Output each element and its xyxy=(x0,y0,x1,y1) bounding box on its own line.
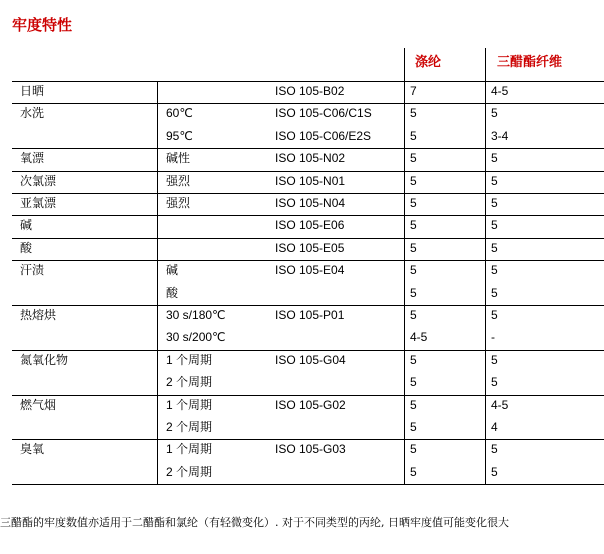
row-value-triacetate: 5 xyxy=(491,106,498,121)
row-value-triacetate: 5 xyxy=(491,173,498,188)
row-property-name: 氮氧化物 xyxy=(20,352,69,367)
row-condition: 2 个周期 xyxy=(166,420,213,434)
table-row xyxy=(0,327,604,349)
row-value-polyester: 5 xyxy=(410,397,417,412)
row-iso-standard: ISO 105-E04 xyxy=(275,263,345,278)
table-rule xyxy=(12,484,604,485)
row-condition: 碱 xyxy=(166,263,179,278)
row-condition: 30 s/200℃ xyxy=(166,330,226,345)
table-rule xyxy=(12,193,604,194)
row-property-name: 臭氧 xyxy=(20,442,45,457)
row-condition: 2 个周期 xyxy=(166,464,213,479)
table-row xyxy=(0,193,604,215)
row-value-polyester: 5 xyxy=(410,263,417,278)
table-rule xyxy=(12,260,604,261)
row-value-triacetate: 5 xyxy=(491,285,498,300)
table-rule xyxy=(12,395,604,396)
row-value-polyester: 5 xyxy=(410,218,417,233)
row-iso-standard: ISO 105-B02 xyxy=(275,84,345,98)
row-value-polyester: 5 xyxy=(410,420,417,434)
table-row xyxy=(0,283,604,305)
row-value-triacetate: - xyxy=(491,330,495,345)
table-row xyxy=(0,395,604,417)
table-row xyxy=(0,372,604,394)
divider-header-left xyxy=(404,48,405,81)
row-iso-standard: ISO 105-N04 xyxy=(275,196,346,210)
column-header-polyester: 涤纶 xyxy=(415,55,442,70)
divider-header-right xyxy=(485,48,486,81)
row-condition: 1 个周期 xyxy=(166,442,213,457)
row-value-polyester: 5 xyxy=(410,352,417,367)
table-rule xyxy=(12,171,604,172)
row-iso-standard: ISO 105-C06/E2S xyxy=(275,128,372,143)
row-property-name: 水洗 xyxy=(20,106,45,121)
row-condition: 1 个周期 xyxy=(166,397,213,412)
row-iso-standard: ISO 105-P01 xyxy=(275,308,345,322)
row-value-polyester: 5 xyxy=(410,106,417,121)
table-rule xyxy=(12,350,604,351)
row-value-triacetate: 5 xyxy=(491,375,498,390)
row-value-triacetate: 5 xyxy=(491,308,498,322)
table-rule xyxy=(12,148,604,149)
row-condition: 95℃ xyxy=(166,128,193,143)
row-iso-standard: ISO 105-E06 xyxy=(275,218,345,233)
table-row xyxy=(0,171,604,193)
row-value-polyester: 5 xyxy=(410,240,417,255)
row-value-triacetate: 5 xyxy=(491,240,498,255)
footnote: 三醋酯的牢度数值亦适用于二醋酯和氯纶（有轻微变化）. 对于不同类型的丙纶, 日晒牢度值可能变化很大 xyxy=(0,516,509,529)
row-condition: 30 s/180℃ xyxy=(166,308,226,322)
row-property-name: 碱 xyxy=(20,218,33,233)
row-value-polyester: 7 xyxy=(410,84,417,98)
row-value-triacetate: 3-4 xyxy=(491,128,509,143)
row-property-name: 氧漂 xyxy=(20,151,45,166)
row-iso-standard: ISO 105-N02 xyxy=(275,151,346,166)
row-property-name: 亚氯漂 xyxy=(20,196,57,210)
row-property-name: 日晒 xyxy=(20,84,45,98)
row-value-triacetate: 5 xyxy=(491,218,498,233)
row-value-polyester: 5 xyxy=(410,375,417,390)
row-property-name: 次氯漂 xyxy=(20,173,57,188)
row-iso-standard: ISO 105-C06/C1S xyxy=(275,106,372,121)
row-iso-standard: ISO 105-E05 xyxy=(275,240,345,255)
row-property-name: 热熔烘 xyxy=(20,308,57,322)
table-rule xyxy=(12,238,604,239)
table-row xyxy=(0,81,604,103)
row-property-name: 酸 xyxy=(20,240,33,255)
row-condition: 2 个周期 xyxy=(166,375,213,390)
table-row xyxy=(0,305,604,327)
row-condition: 酸 xyxy=(166,285,179,300)
row-property-name: 燃气烟 xyxy=(20,397,57,412)
row-value-polyester: 5 xyxy=(410,196,417,210)
table-row xyxy=(0,439,604,461)
row-value-triacetate: 4-5 xyxy=(491,84,509,98)
row-value-polyester: 5 xyxy=(410,442,417,457)
row-condition: 强烈 xyxy=(166,196,191,210)
row-value-polyester: 5 xyxy=(410,151,417,166)
row-condition: 60℃ xyxy=(166,106,193,121)
row-value-polyester: 5 xyxy=(410,173,417,188)
table-row xyxy=(0,417,604,439)
column-header-triacetate: 三醋酯纤维 xyxy=(497,55,563,70)
row-value-triacetate: 4-5 xyxy=(491,397,509,412)
row-condition: 碱性 xyxy=(166,151,191,166)
row-value-polyester: 5 xyxy=(410,128,417,143)
row-value-triacetate: 5 xyxy=(491,151,498,166)
row-value-polyester: 5 xyxy=(410,285,417,300)
table-rule xyxy=(12,305,604,306)
table-row xyxy=(0,215,604,237)
row-iso-standard: ISO 105-G03 xyxy=(275,442,346,457)
row-iso-standard: ISO 105-G04 xyxy=(275,352,346,367)
row-property-name: 汗渍 xyxy=(20,263,45,278)
row-value-polyester: 4-5 xyxy=(410,330,428,345)
table-row xyxy=(0,350,604,372)
row-value-triacetate: 5 xyxy=(491,442,498,457)
row-condition: 强烈 xyxy=(166,173,191,188)
row-value-triacetate: 5 xyxy=(491,352,498,367)
row-value-triacetate: 5 xyxy=(491,263,498,278)
row-condition: 1 个周期 xyxy=(166,352,213,367)
table-row xyxy=(0,103,604,125)
row-value-triacetate: 5 xyxy=(491,196,498,210)
row-iso-standard: ISO 105-G02 xyxy=(275,397,346,412)
row-value-polyester: 5 xyxy=(410,464,417,479)
row-iso-standard: ISO 105-N01 xyxy=(275,173,346,188)
row-value-polyester: 5 xyxy=(410,308,417,322)
table-row xyxy=(0,238,604,260)
row-value-triacetate: 4 xyxy=(491,420,498,434)
table-row xyxy=(0,126,604,148)
table-rule xyxy=(12,81,604,82)
table-row xyxy=(0,260,604,282)
page-title: 牢度特性 xyxy=(12,16,73,34)
table-rule xyxy=(12,215,604,216)
table-row xyxy=(0,148,604,170)
table-rule xyxy=(12,439,604,440)
row-value-triacetate: 5 xyxy=(491,464,498,479)
table-rule xyxy=(12,103,604,104)
table-row xyxy=(0,462,604,484)
